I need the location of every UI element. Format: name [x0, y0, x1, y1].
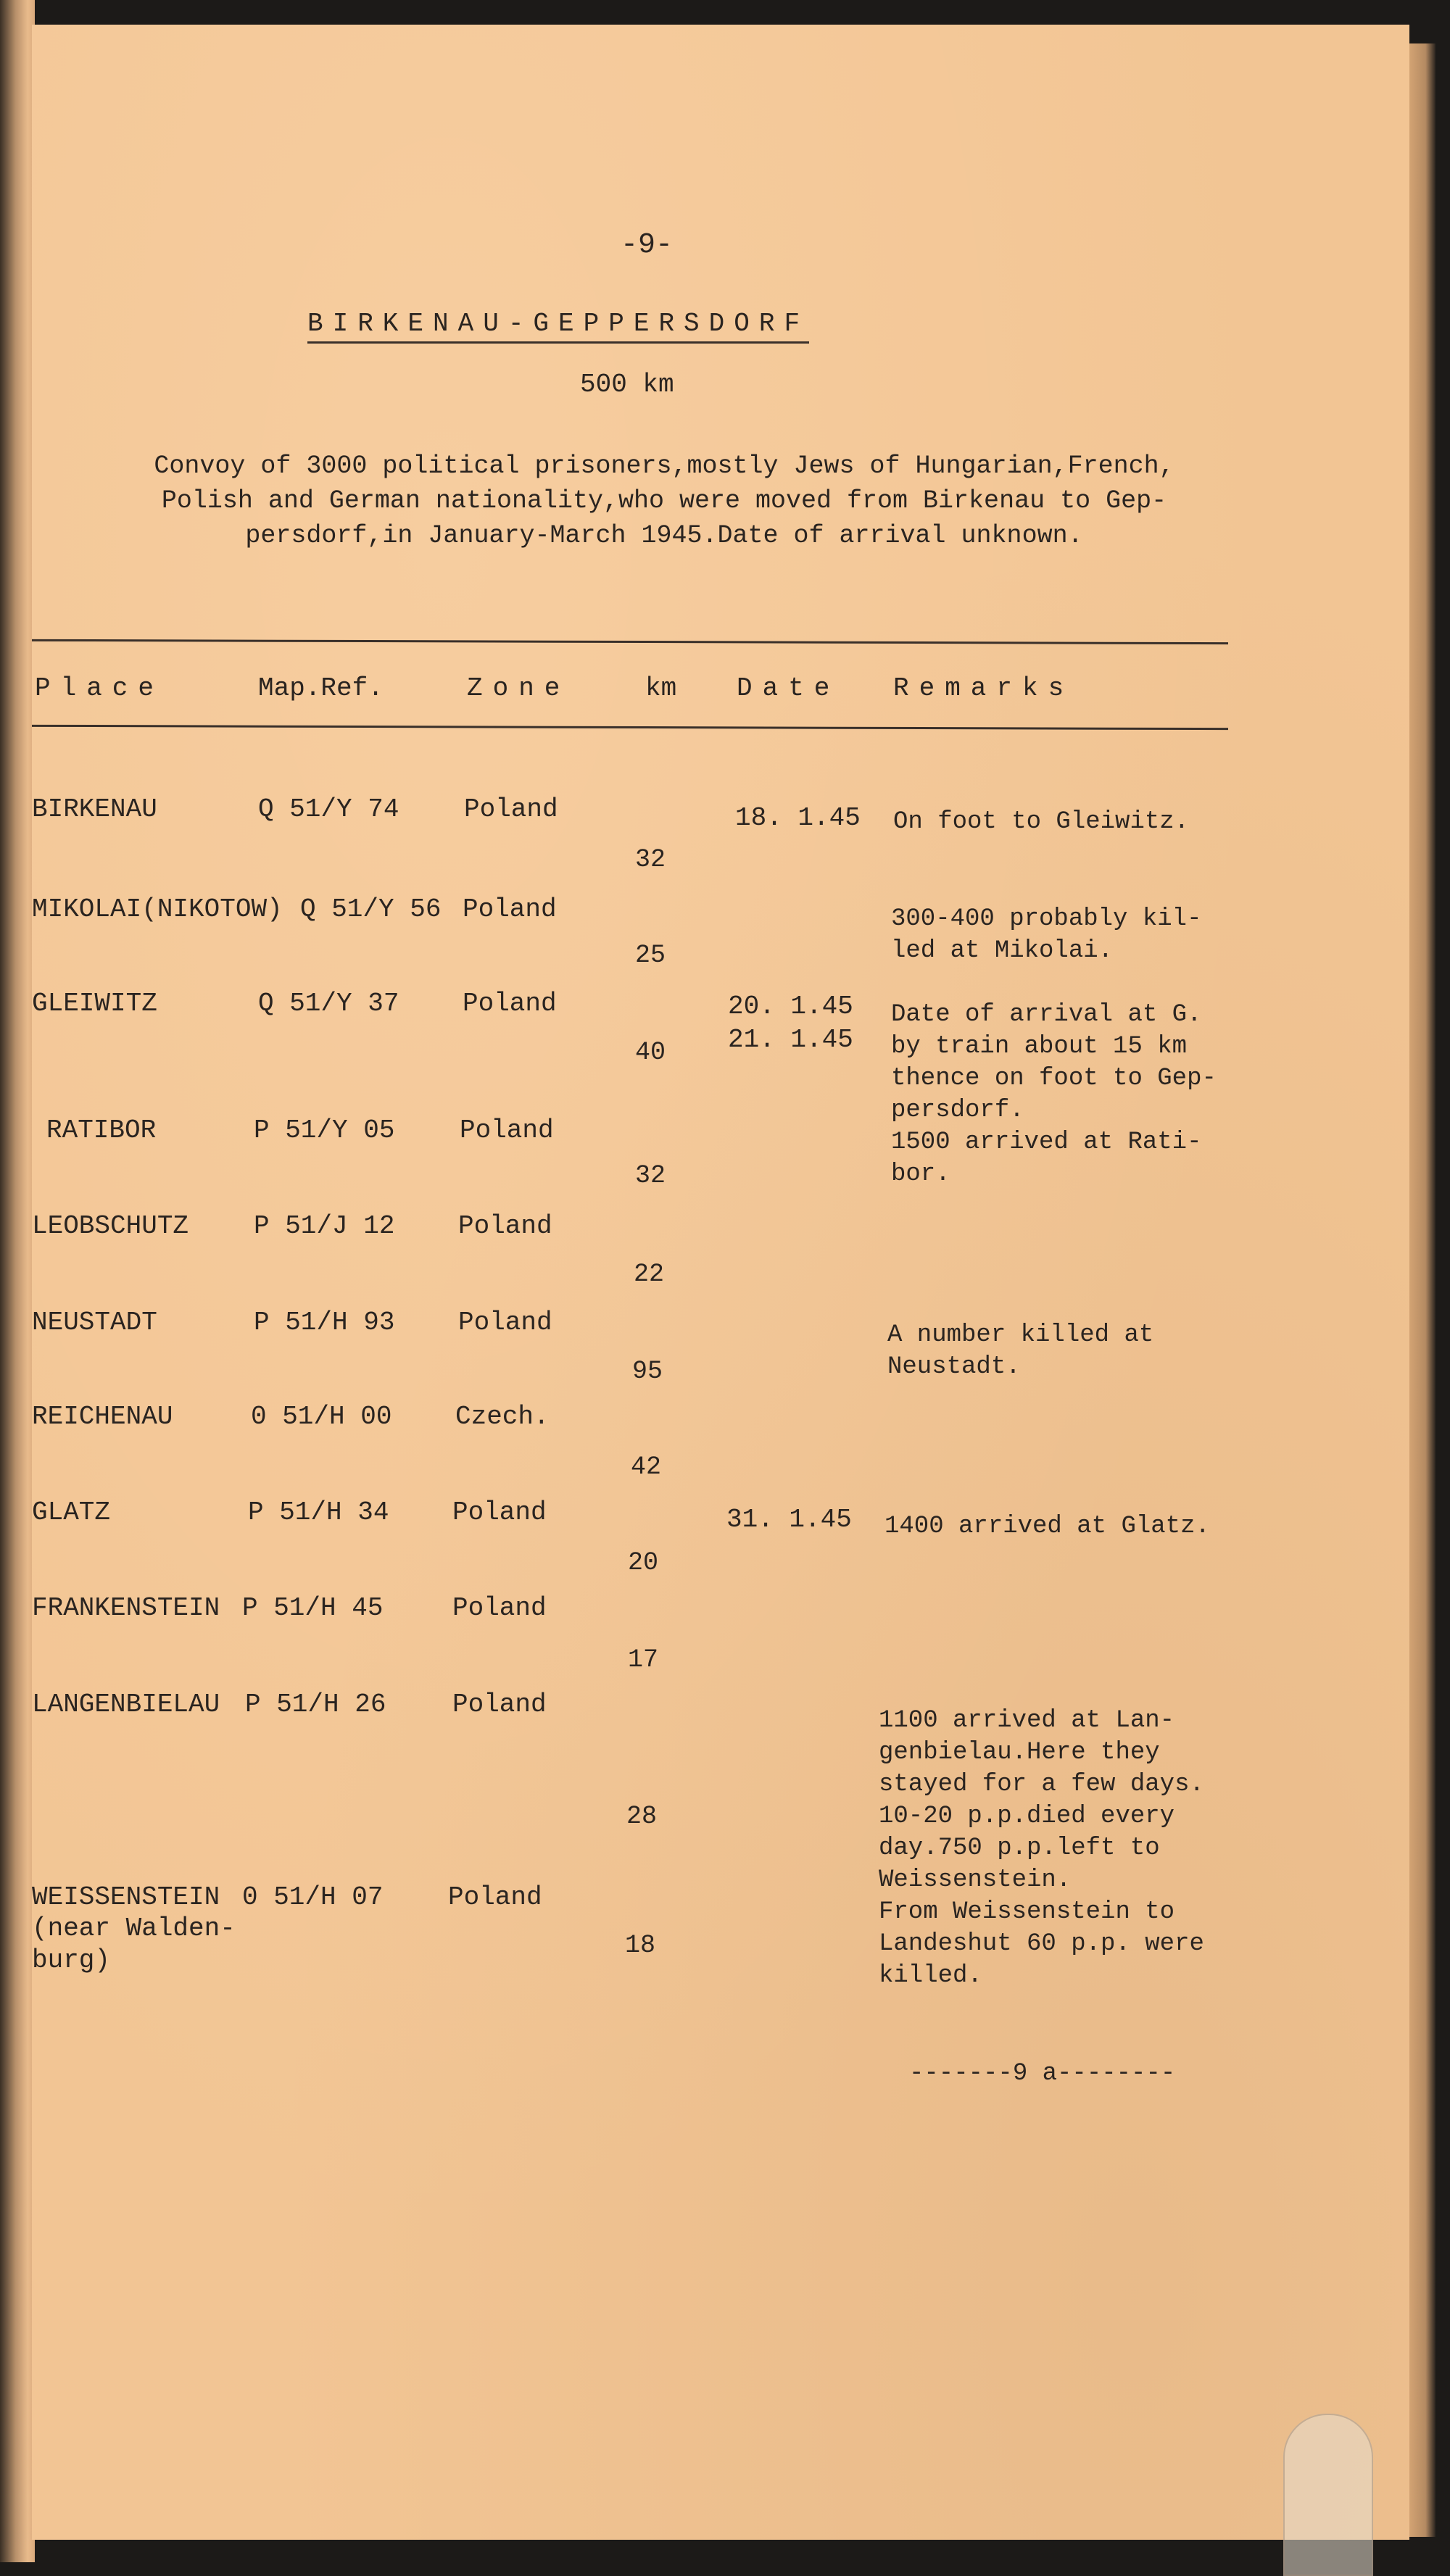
- remark-text: 1400 arrived at Glatz.: [884, 1513, 1210, 1540]
- total-distance: 500 km: [580, 370, 674, 399]
- segment-km: 32: [635, 1161, 666, 1190]
- mapref-cell: P 51/H 26: [245, 1690, 386, 1719]
- place-cell: FRANKENSTEIN: [32, 1593, 220, 1623]
- place-cell: burg): [32, 1945, 111, 1975]
- remark-line: Weissenstein.: [879, 1866, 1072, 1894]
- date-cell: 20. 1.45: [728, 992, 853, 1021]
- page-number: -9-: [621, 229, 674, 262]
- segment-km: 32: [635, 845, 666, 874]
- place-cell: (near Walden-: [32, 1914, 236, 1943]
- zone-cell: Czech.: [455, 1402, 550, 1432]
- place-cell: NEUSTADT: [32, 1308, 157, 1337]
- remark-line: thence on foot to Gep-: [891, 1065, 1217, 1092]
- place-cell: REICHENAU: [32, 1402, 173, 1432]
- intro-line: persdorf,in January-March 1945.Date of arrival unknown.: [245, 521, 1083, 550]
- document-page: [32, 25, 1409, 2540]
- table-header-rule: [32, 725, 1228, 730]
- zone-cell: Poland: [460, 1115, 554, 1145]
- segment-km: 25: [635, 941, 666, 970]
- header-date: Date: [737, 673, 840, 703]
- date-cell: 21. 1.45: [728, 1025, 853, 1055]
- remark-line: genbielau.Here they: [879, 1739, 1160, 1766]
- date-cell: 18. 1.45: [735, 803, 861, 833]
- remark-line: led at Mikolai.: [891, 937, 1114, 965]
- segment-km: 17: [628, 1645, 659, 1674]
- date-cell: 31. 1.45: [726, 1505, 852, 1534]
- remark-text: On foot to Gleiwitz.: [893, 808, 1190, 836]
- mapref-cell: P 51/H 34: [248, 1497, 389, 1527]
- remark-line: persdorf.: [891, 1097, 1024, 1124]
- remark-block: [891, 903, 1201, 967]
- remark-line: 10-20 p.p.died every: [879, 1803, 1175, 1830]
- segment-km: 22: [634, 1260, 665, 1289]
- remark-block: [887, 1319, 1153, 1383]
- header-mapref: Map.Ref.: [258, 673, 384, 703]
- remark-line: 300-400 probably kil-: [891, 905, 1202, 933]
- zone-cell: Poland: [452, 1497, 547, 1527]
- place-cell: GLATZ: [32, 1497, 111, 1527]
- place-cell: WEISSENSTEIN: [32, 1882, 220, 1912]
- zone-cell: Poland: [463, 989, 557, 1018]
- remark-line: bor.: [891, 1160, 950, 1188]
- zone-cell: Poland: [448, 1882, 542, 1912]
- intro-line: Convoy of 3000 political prisoners,mostly Jews of Hungarian,French,: [154, 452, 1174, 481]
- segment-km: 20: [628, 1548, 659, 1577]
- table-top-rule: [32, 639, 1228, 644]
- place-cell: RATIBOR: [46, 1115, 157, 1145]
- remark-line: stayed for a few days.: [879, 1771, 1204, 1798]
- remark-line: Date of arrival at G.: [891, 1001, 1202, 1029]
- intro-line: Polish and German nationality,who were moved from Birkenau to Gep-: [161, 486, 1167, 515]
- remark-line: From Weissenstein to: [879, 1898, 1175, 1926]
- header-km: km: [645, 673, 677, 703]
- zone-cell: Poland: [458, 1308, 552, 1337]
- mapref-cell: Q 51/Y 74: [258, 794, 399, 824]
- remark-block: [879, 1705, 1204, 1992]
- header-place: Place: [35, 673, 165, 703]
- archival-tab: [1283, 2414, 1373, 2576]
- remark-line: 1500 arrived at Rati-: [891, 1129, 1202, 1156]
- zone-cell: Poland: [463, 894, 557, 924]
- remark-line: killed.: [879, 1962, 982, 1990]
- place-cell: LANGENBIELAU: [32, 1690, 220, 1719]
- binding-edge: [0, 0, 35, 2562]
- place-cell: MIKOLAI(NIKOTOW): [32, 894, 283, 924]
- place-cell: GLEIWITZ: [32, 989, 157, 1018]
- mapref-cell: 0 51/H 07: [242, 1882, 384, 1912]
- segment-km: 28: [626, 1802, 658, 1831]
- zone-cell: Poland: [452, 1593, 547, 1623]
- header-remarks: Remarks: [893, 673, 1074, 703]
- route-title: BIRKENAU-GEPPERSDORF: [307, 309, 809, 344]
- remark-line: 1100 arrived at Lan-: [879, 1707, 1175, 1734]
- mapref-cell: P 51/H 93: [254, 1308, 395, 1337]
- segment-km: 95: [632, 1357, 663, 1386]
- remark-line: by train about 15 km: [891, 1033, 1188, 1060]
- intro-paragraph: [99, 449, 1230, 553]
- segment-km: 42: [631, 1453, 662, 1482]
- segment-km: 18: [625, 1931, 656, 1960]
- remark-line: day.750 p.p.left to: [879, 1835, 1160, 1862]
- mapref-cell: Q 51/Y 37: [258, 989, 399, 1018]
- zone-cell: Poland: [464, 794, 558, 824]
- remark-line: Neustadt.: [887, 1353, 1021, 1381]
- continuation-mark: -------9 a--------: [909, 2060, 1176, 2087]
- zone-cell: Poland: [458, 1211, 552, 1241]
- mapref-cell: 0 51/H 00: [251, 1402, 392, 1432]
- mapref-cell: P 51/H 45: [242, 1593, 384, 1623]
- place-cell: BIRKENAU: [32, 794, 157, 824]
- remark-line: A number killed at: [887, 1321, 1154, 1349]
- mapref-cell: Q 51/Y 56: [300, 894, 442, 924]
- mapref-cell: P 51/Y 05: [254, 1115, 395, 1145]
- zone-cell: Poland: [452, 1690, 547, 1719]
- remark-block: [891, 999, 1217, 1190]
- mapref-cell: P 51/J 12: [254, 1211, 395, 1241]
- segment-km: 40: [635, 1038, 666, 1067]
- remark-line: Landeshut 60 p.p. were: [879, 1930, 1204, 1958]
- place-cell: LEOBSCHUTZ: [32, 1211, 189, 1241]
- header-zone: Zone: [467, 673, 571, 703]
